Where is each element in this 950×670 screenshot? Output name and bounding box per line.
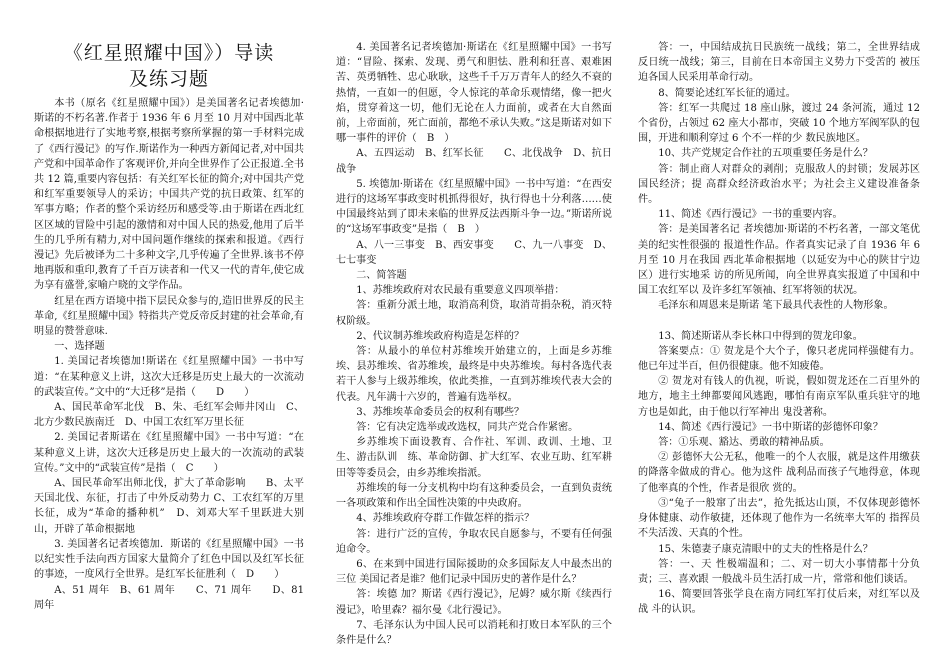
paragraph: 3. 美国著名记者埃德加．斯诺的《红星照耀中国》一书以纪实性手法向西方国家大量简介了红色中国以及红军长征的事迹，一度风行全世界。是红军长征胜利（ D ） — [34, 538, 304, 581]
paragraph: ③“兔子一般窜了出去”，抢先抵达山顶，不仅体现彭德怀身体健康、动作敏捷，还体现了他作为一名统率大军的 指挥员不失活泼、天真的个性。 — [638, 497, 920, 540]
paragraph: 答：是美国著名记 者埃德加·斯诺的不朽名著，一部文笔优美的纪实性很强的 报道性作品。作者真实记录了自 1936 年 6 月至 10 月在我国 西北革命根据地（以延安为中心的陕甘宁边区）进行实地采 访的所见所闻，向全世界真实报道了中国和中国工农红军以 及许多红军领袖、红军将领的状况。 — [638, 224, 920, 297]
column-middle-body — [336, 40, 612, 648]
paragraph: 15、朱德妻子康克清眼中的丈夫的性格是什么？ — [658, 543, 873, 555]
column-right-body — [638, 40, 920, 618]
paragraph: 6、在来到中国进行国际援助的众多国际友人中最杰出的三位 美国记者是谁？他们记录中国历史的著作是什么？ — [336, 558, 612, 586]
paragraph: 答案要点：① 贺龙是个大个子，像只老虎同样强健有力。他已年过半百，但仍很健康。他不知疲倦。 — [638, 345, 920, 373]
paragraph: 8、简要论述红军长征的通过。 — [658, 87, 796, 99]
paragraph: 7、毛泽东认为中国人民可以消耗和打败日本军队的三个条件是什么？ — [336, 619, 612, 646]
paragraph: 毛泽东和周恩来是斯诺 笔下最具代表性的人物形象。 — [658, 300, 894, 312]
paragraph: 1. 美国记者埃德加!斯诺在《红星照耀中国》一书中写道：“在某种意义上讲，这次大迁移是历史上最大的一次流动的武装宣传。”文中的“大迁移”是指（ D ） — [34, 356, 304, 398]
column-middle — [336, 40, 612, 648]
paragraph: 14、简述《西行漫记》一书中斯诺的彭德怀印象？ — [658, 421, 883, 433]
title-line-2: 及练习题 — [128, 68, 209, 90]
title-line-1: 《红星照耀中国》）导读 — [63, 42, 275, 64]
paragraph: 答：制止商人对群众的剥削；克服敌人的封锁；发展苏区国民经济；提 高群众经济政治水平；为社会主义建设准备条件。 — [638, 163, 920, 206]
paragraph: 4. 美国著名记者埃德加·斯诺在《红星照耀中国》一书写道：“冒险、探索、发现、勇气和胆怯、胜利和狂喜、艰难困苦、英勇牺牲、忠心耿耿，这些千千万万青年人的经久不衰的热情，一直如一的但愿，令人惊诧的革命乐观情绪，像一把火焰，贯穿着这一切，他们无论在人力面前，或者在大自然面前，上帝面前，死亡面前，都绝不承认失败。”这是斯诺对如下哪一事件的评价（ B ） — [336, 42, 612, 145]
paragraph: A、国民革命军出师北伐，扩大了革命影响 B、太平天国北伐、东征，打击了中外反动势力 C、工农红军的万里长征，成为“革命的播种机” D、刘邓大军千里跃进大别山，开辟了革命根据地 — [34, 478, 304, 535]
paragraph: 答：从最小的单位村苏维埃开始建立的，上面是乡苏维埃、县苏维埃、省苏维埃，最终是中央苏维埃。每村各选代表若干人参与上级苏维埃，依此类推，一直到苏维埃代表大会的代表。凡年满十六岁的，普遍有选举权。 — [336, 346, 612, 403]
paragraph: 5. 埃德加·斯诺在《红星照耀中国》一书中写道：“在西安进行的这场军事政变时机抓得很好，执行得也十分利落……使中国最终站到了即未来临的世界反法西斯斗争一边。”斯诺所说的“这场军事政变”是指（ B ） — [336, 178, 612, 236]
paragraph: 答：进行广泛的宣传，争取农民自愿参与，不要有任何强迫命令。 — [336, 528, 612, 555]
section-heading: 一、选择题 — [54, 341, 105, 353]
paragraph: A、五四运动 B、红军长征 C、北伐战争 D、抗日战争 — [336, 148, 612, 175]
document-title — [34, 40, 304, 92]
paragraph: ② 贺龙对有钱人的仇视，听说，假如贺龙还在二百里外的地方，地主土绅都要闻风逃跑，哪怕有南京军队重兵驻守的地方也是如此，由于他以行军神出 鬼没著称。 — [638, 376, 920, 418]
paragraph: 答：一，中国结成抗日民族统一战线；第二，全世界结成反日统一战线；第三，目前在日本帝国主义势力下受苦的 被压迫各国人民采用革命行动。 — [638, 42, 920, 84]
column-left-body — [34, 96, 304, 613]
paragraph: 4、苏维埃政府夺群工作做怎样的指示？ — [356, 513, 535, 525]
paragraph: 答：埃德 加？斯诺《西行漫记》，尼姆？威尔斯《续西行漫记》，哈里森？福尔曼《北行漫记》。 — [336, 589, 612, 616]
paragraph: 红星在西方语境中指下层民众参与的,造旧世界反的民主革命,《红星照耀中国》特指共产党反帝反封建的社会革命,有明显的赞誉意味. — [34, 295, 304, 338]
paragraph: 苏维埃的每一分支机构中均有这种委员会，一直到负责统一各项政策和作出全国性决策的中央政府。 — [336, 482, 612, 510]
paragraph: 13、简述斯诺从李长林口中得到的贺龙印象。 — [658, 330, 863, 342]
spacer — [638, 314, 920, 329]
paragraph: 答：红军一共爬过 18 座山脉，渡过 24 条河流，通过 12 个省份，占领过 62 座大小都市，突破 10 个地方军阀军队的包围，开进和顺利穿过 6 个不一样的少 数民族地区。 — [638, 102, 920, 145]
paragraph: 答：一、天 性极端温和；二、对一切大小事情都十分负责；三、喜欢跟 一般战斗员生活打成一片，常常和他们谈话。 — [638, 558, 920, 585]
paragraph: 答：①乐观、豁达、勇敢的精神品质。 — [658, 437, 830, 449]
paragraph: 16、简要回答张学良在南方同红军打仗后来，对红军以及战 斗的认识。 — [638, 589, 920, 616]
paragraph: 1、苏维埃政府对农民最有重要意义四项举措： — [356, 285, 565, 297]
paragraph: 11、简述《西行漫记》一书的重要内容。 — [658, 209, 843, 221]
paragraph: A、八一三事变 B、西安事变 C、九一八事变 D、七七事变 — [336, 239, 612, 266]
column-right — [638, 40, 920, 618]
paragraph: A、51 周年 B、61 周年 C、71 周年 D、81 周年 — [34, 584, 304, 611]
paragraph: 本书（原名《红星照耀中国》）是美国著名记者埃德加·斯诺的不朽名著.作者于 1936 年 6 月至 10 月对中国西北革命根据地进行了实地考察,根据考察所掌握的第一手材料完成了《西行漫记》的写作.斯诺作为一种西方新闻记者,对中国共产党和中国革命作了客观评价,并向全世界作了公正报道.全书共 12 篇,重要内容包括：有关红军长征的简介;对中国共产党和红军重要领导人的采访；中国共产党的抗日政策、红军的军事方略；作者的整个采访经历和感受等.由于斯诺在西北红区区域的冒险中引起的激情和对中国人民的热爱,他用了后半生的几乎所有精力,对中国问题作继续的探索和报道。《西行漫记》先后被译为二十多种文字,几乎传遍了全世界.该书不停地再版和重印,教育了千百万读者和一代又一代的青年,使它成为享有盛誉,家喻户晓的文学作品。 — [34, 98, 304, 292]
paragraph: 答：它有决定选举或改选权，同共产党合作紧密。 — [356, 422, 579, 434]
section-heading: 二、简答题 — [356, 270, 407, 282]
paragraph: ② 彭德怀大公无私，他唯一的个人衣服，就是这件用缴获的降落伞做成的背心。他为这件 战利品而孩子气地得意，体现了他率真的个性，作者是很欣 赏的。 — [638, 452, 920, 494]
column-left — [34, 40, 304, 613]
paragraph: A、国民革命军北伐 B、朱、毛红军会师井冈山 C、北方少数民族南迁 D、中国工农红军万里长征 — [34, 402, 304, 429]
paragraph: 3、苏维埃革命委员会的权利有哪些？ — [356, 406, 525, 418]
paragraph: 2. 美国记者斯诺在《红星照耀中国》一书中写道：“在某种意义上讲，这次大迁移是历史上最大的一次流动的武装宣传。”文中的“武装宣传”是指（ C ） — [34, 432, 304, 474]
paragraph: 2、代议制苏维埃政府构造是怎样的？ — [356, 330, 525, 342]
paragraph: 10、共产党规定合作社的五项重要任务是什么？ — [658, 148, 873, 160]
paragraph: 乡苏维埃下面设教育、合作社、军训、政训、土地、卫生、游击队训 练、革命防御、扩大红军、农业互助、红军耕田等等委员会，由乡苏维埃指派。 — [336, 437, 612, 479]
paragraph: 答：重新分派土地，取消高利贷，取消苛捐杂税，消灭特权阶级。 — [336, 300, 612, 327]
